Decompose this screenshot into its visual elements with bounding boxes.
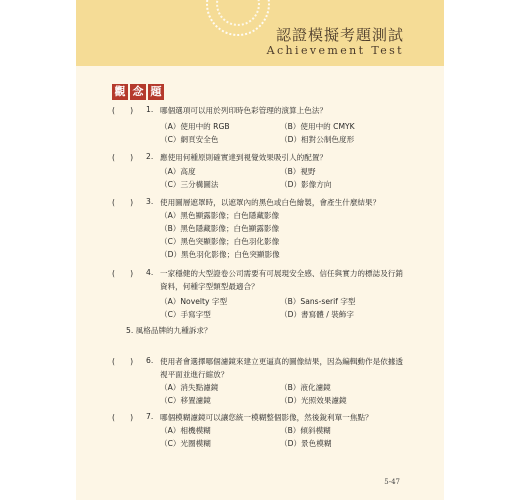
option: （D）相對公制色度形 <box>280 135 355 144</box>
question-text: 使用者會選擇哪個濾鏡來建立更逼真的圖像結果，因為編輯動作是依據透 <box>160 357 403 366</box>
option: （C）光圈模糊 <box>160 439 211 448</box>
section-label-char: 念 <box>130 84 146 100</box>
question-text: 哪個選項可以用於列印時色彩管理的演算上色法？ <box>160 106 328 115</box>
option: （A）消失點濾鏡 <box>160 383 219 392</box>
section-label-char: 觀 <box>112 84 128 100</box>
question-list <box>76 0 444 500</box>
option: （D）書寫體 / 裝飾字 <box>280 310 354 319</box>
option: （C）手寫字型 <box>160 310 211 319</box>
question-text: 視平面並進行縮放？ <box>160 370 229 379</box>
header-subtitle: Achievement Test <box>266 44 404 57</box>
option: （D）黑色羽化影像；白色突顯影像 <box>160 250 280 259</box>
page <box>76 0 444 500</box>
option: （A）使用中的 RGB <box>160 122 230 131</box>
option: （B）視野 <box>280 167 316 176</box>
option: （B）黑色隱藏影像；白色顯露影像 <box>160 224 280 233</box>
question-text: 資料，何種字型類型最適合？ <box>160 282 259 291</box>
option: （A）高度 <box>160 167 196 176</box>
question-number: 7. <box>146 412 154 421</box>
question-text: 使用圖層遮罩時，以遮罩內的黑色或白色繪製，會產生什麼結果？ <box>160 198 381 207</box>
question-text: 哪個模糊濾鏡可以讓您統一模糊整個影像，然後銳利單一焦點？ <box>160 413 373 422</box>
option: （D）景色模糊 <box>280 439 332 448</box>
option: （D）光照效果濾鏡 <box>280 396 347 405</box>
answer-blank: ( ) <box>112 153 134 162</box>
option: （C）黑色突顯影像；白色羽化影像 <box>160 237 280 246</box>
answer-blank: ( ) <box>112 413 134 422</box>
option: （B）傾斜模糊 <box>280 426 331 435</box>
question-text: 5. 風格品牌的九種訴求？ <box>126 326 212 335</box>
answer-blank: ( ) <box>112 357 134 366</box>
section-label-char: 題 <box>148 84 164 100</box>
answer-blank: ( ) <box>112 198 134 207</box>
header-title: 認證模擬考題測試 <box>275 26 404 44</box>
question-number: 3. <box>146 197 154 206</box>
option: （C）移置濾鏡 <box>160 396 211 405</box>
option: （C）網頁安全色 <box>160 135 219 144</box>
question-number: 4. <box>146 268 154 277</box>
answer-blank: ( ) <box>112 269 134 278</box>
page-number: 5-47 <box>384 478 400 486</box>
option: （A）黑色顯露影像；白色隱藏影像 <box>160 211 280 220</box>
question-number: 2. <box>146 152 154 161</box>
option: （A）Novelty 字型 <box>160 297 228 306</box>
option: （B）液化濾鏡 <box>280 383 331 392</box>
option: （A）相機模糊 <box>160 426 211 435</box>
option: （D）影像方向 <box>280 180 332 189</box>
answer-blank: ( ) <box>112 106 134 115</box>
question-text: 應使用何種原則確實達到視覺效果吸引人的配置？ <box>160 153 328 162</box>
option: （B）使用中的 CMYK <box>280 122 355 131</box>
question-text: 一家穩健的大型證卷公司需要有可展現安全感、信任與實力的標誌及行銷 <box>160 269 403 278</box>
option: （C）三分構圖法 <box>160 180 219 189</box>
option: （B）Sans-serif 字型 <box>280 297 356 306</box>
question-number: 1. <box>146 105 154 114</box>
question-number: 6. <box>146 356 154 365</box>
